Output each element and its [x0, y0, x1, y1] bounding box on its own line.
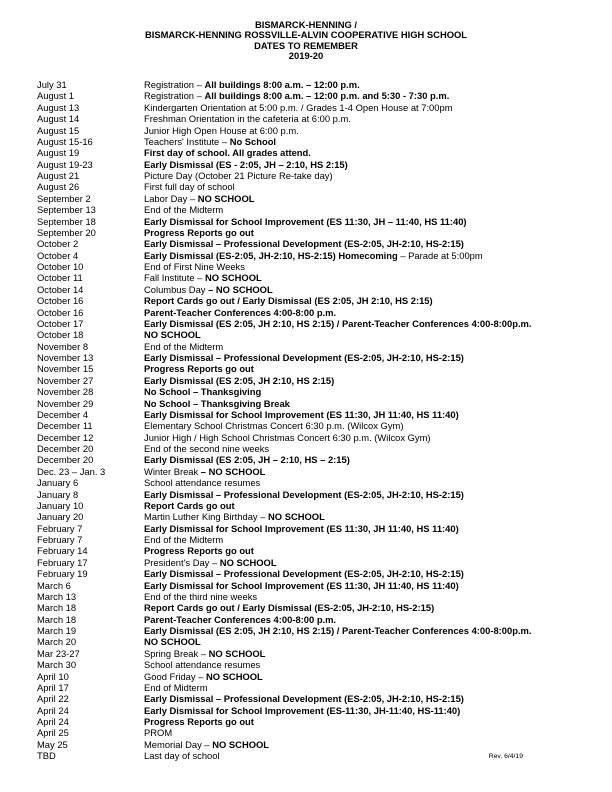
row-event — [144, 284, 273, 295]
event-text-bold: All buildings 8:00 a.m. – 12:00 p.m. and 5:30 - 7:30 p.m. — [204, 90, 450, 102]
row-date: December 20 — [37, 454, 94, 466]
row-event — [144, 432, 431, 443]
event-text-bold: NO SCHOOL — [268, 511, 325, 523]
date-row — [37, 614, 577, 625]
row-event — [144, 261, 245, 272]
row-event — [144, 295, 433, 306]
date-row — [37, 284, 577, 295]
row-event — [144, 705, 460, 716]
date-row — [37, 386, 577, 397]
row-event — [144, 341, 223, 352]
row-date: April 17 — [37, 681, 69, 693]
date-row — [37, 329, 577, 340]
date-row — [37, 557, 577, 568]
date-row — [37, 648, 577, 659]
date-row — [37, 432, 577, 443]
event-text: End of the Midterm — [144, 204, 224, 216]
event-text-bold: No School — [229, 135, 277, 147]
event-text: Winter Break — [144, 465, 201, 477]
event-text: End of the Midterm — [144, 534, 224, 545]
event-text-bold: Early Dismissal for School Improvement (ES 11:30, JH 11:40, HS 11:40) — [144, 579, 459, 591]
event-text-bold: Early Dismissal – Professional Development (ES-2:05, JH-2:10, HS-2:15) — [144, 488, 464, 500]
row-event — [144, 90, 449, 101]
row-date: August 14 — [37, 113, 80, 125]
row-date: November 15 — [37, 363, 94, 375]
date-row — [37, 705, 577, 716]
row-event — [144, 352, 464, 363]
row-date: November 28 — [37, 386, 94, 398]
row-date: August 15-16 — [37, 135, 93, 147]
event-text: Good Friday – — [144, 670, 207, 682]
event-text: Labor Day – — [144, 192, 198, 204]
row-date: August 19 — [37, 147, 80, 159]
row-date: April 24 — [37, 704, 69, 716]
row-event — [144, 409, 459, 420]
row-date: August 15 — [37, 124, 80, 136]
event-text: Spring Break – — [144, 647, 209, 659]
event-text-bold: First day of school. All grades attend. — [144, 147, 311, 159]
row-date: December 11 — [37, 420, 93, 432]
row-event — [144, 193, 254, 204]
row-event — [144, 716, 254, 727]
row-date: January 20 — [37, 511, 84, 523]
revision-note: Rev. 6/4/19 — [488, 753, 523, 761]
row-date: September 2 — [37, 192, 91, 204]
row-date: September 18 — [37, 215, 96, 227]
row-event — [144, 159, 348, 170]
event-text: Martin Luther King Birthday – — [144, 511, 269, 523]
row-event — [144, 147, 311, 158]
row-event — [144, 79, 360, 90]
row-date: February 7 — [37, 522, 83, 534]
row-event — [144, 386, 261, 397]
row-event — [144, 238, 464, 249]
title-line-3: DATES TO REMEMBER — [254, 39, 358, 51]
event-text: Fall Institute – — [144, 272, 205, 284]
date-row — [37, 409, 577, 420]
event-text: Junior High Open House at 6:00 p.m. — [144, 124, 299, 136]
row-event — [144, 511, 325, 522]
event-text: Junior High / High School Christmas Concert 6:30 p.m. (Wilcox Gym) — [144, 431, 431, 443]
row-date: October 16 — [37, 306, 84, 318]
event-text-bold: NO SCHOOL — [219, 556, 277, 568]
event-text-bold: NO SCHOOL — [197, 192, 255, 204]
row-date: April 22 — [37, 693, 69, 705]
event-text-bold: Early Dismissal for School Improvement (ES 11:30, JH 11:40, HS 11:40) — [144, 408, 459, 420]
row-event — [144, 363, 254, 374]
date-row — [37, 238, 577, 249]
date-row — [37, 682, 577, 693]
date-row — [37, 250, 577, 261]
date-row — [37, 136, 577, 147]
row-event — [144, 420, 403, 431]
row-event — [144, 671, 263, 682]
row-event — [144, 602, 434, 613]
event-text: End of the second nine weeks — [144, 443, 270, 454]
row-event — [144, 557, 277, 568]
event-text: End of Midterm — [144, 681, 208, 693]
date-row — [37, 602, 577, 613]
row-date: October 18 — [37, 329, 84, 341]
row-date: April 24 — [37, 716, 69, 727]
event-text-bold: Early Dismissal (ES 2:05, JH 2:10, HS 2:15) / Parent-Teacher Conferences 4:00-8:00p.m. — [144, 317, 532, 329]
row-date: February 14 — [37, 545, 88, 557]
row-event — [144, 204, 223, 215]
row-event — [144, 500, 235, 511]
row-date: September 13 — [37, 204, 96, 216]
row-event — [144, 682, 208, 693]
row-date: November 8 — [37, 340, 89, 352]
event-text-bold: Progress Reports go out — [144, 363, 254, 375]
date-row — [37, 636, 577, 647]
row-event — [144, 272, 262, 283]
row-date: January 10 — [37, 499, 84, 511]
event-text-bold: Early Dismissal for School Improvement (ES 11:30, JH – 11:40, HS 11:40) — [144, 215, 467, 227]
event-text: School attendance resumes — [144, 659, 261, 671]
event-text-bold: All buildings 8:00 a.m. – 12:00 p.m. — [204, 79, 360, 90]
event-text: PROM — [144, 727, 173, 739]
date-row — [37, 625, 577, 636]
row-event — [144, 307, 336, 318]
date-row — [37, 125, 577, 136]
date-row — [37, 420, 577, 431]
event-text-bold: Report Cards go out / Early Dismissal (ES 2:05, JH 2:10, HS 2:15) — [144, 295, 433, 307]
row-date: October 10 — [37, 261, 84, 272]
row-event — [144, 591, 257, 602]
event-text: End of the third nine weeks — [144, 590, 258, 602]
title-line-1: BISMARCK-HENNING / — [254, 19, 358, 30]
date-row — [37, 295, 577, 306]
row-event — [144, 136, 276, 147]
row-event — [144, 545, 254, 556]
row-event — [144, 648, 265, 659]
event-text: School attendance resumes — [144, 477, 261, 489]
event-text: End of the Midterm — [144, 340, 224, 352]
row-event — [144, 568, 464, 579]
row-event — [144, 739, 269, 750]
event-text-bold: Parent-Teacher Conferences 4:00-8:00 p.m. — [144, 306, 337, 318]
row-event — [144, 216, 467, 227]
event-text-bold: Early Dismissal – Professional Development (ES-2:05, JH-2:10, HS-2:15) — [144, 568, 464, 580]
row-date: October 16 — [37, 295, 84, 307]
event-text: President's Day – — [144, 556, 220, 568]
row-date: January 8 — [37, 488, 79, 500]
date-row — [37, 318, 577, 329]
date-row — [37, 739, 577, 750]
event-text-bold: Progress Reports go out — [144, 716, 254, 727]
date-row — [37, 272, 577, 283]
row-event — [144, 636, 201, 647]
event-text: Registration – — [144, 90, 205, 102]
row-date: March 18 — [37, 613, 77, 625]
date-row — [37, 534, 577, 545]
event-text-bold: Report Cards go out — [144, 499, 235, 511]
row-date: November 27 — [37, 374, 94, 386]
date-row — [37, 307, 577, 318]
row-date: February 19 — [37, 568, 88, 580]
date-row — [37, 591, 577, 602]
row-date: October 11 — [37, 272, 83, 284]
event-text-bold: Early Dismissal (ES - 2:05, JH – 2:10, HS 2:15) — [144, 158, 348, 170]
row-event — [144, 750, 220, 761]
row-date: December 4 — [37, 408, 89, 420]
row-date: July 31 — [37, 79, 67, 90]
row-event — [144, 170, 333, 181]
event-text: Picture Day (October 21 Picture Re-take day) — [144, 170, 333, 181]
row-event — [144, 113, 351, 124]
date-row — [37, 568, 577, 579]
event-text-bold: Early Dismissal – Professional Development (ES-2:05, JH-2:10, HS-2:15) — [144, 693, 464, 705]
event-text-bold: No School – Thanksgiving Break — [144, 397, 290, 409]
event-text: Freshman Orientation in the cafeteria at 6:00 p.m. — [144, 113, 351, 125]
row-event — [144, 318, 532, 329]
date-row — [37, 193, 577, 204]
date-row — [37, 261, 577, 272]
row-date: Mar 23-27 — [37, 647, 80, 659]
row-event — [144, 614, 336, 625]
date-row — [37, 147, 577, 158]
row-event — [144, 125, 299, 136]
row-event — [144, 727, 172, 738]
date-row — [37, 671, 577, 682]
row-date: May 25 — [37, 738, 68, 750]
event-text: Memorial Day – — [144, 738, 213, 750]
event-text-bold: Progress Reports go out — [144, 545, 254, 557]
row-event — [144, 693, 464, 704]
row-event — [144, 102, 453, 113]
row-date: March 30 — [37, 659, 77, 671]
row-date: August 21 — [37, 170, 80, 181]
date-row — [37, 489, 577, 500]
row-event — [144, 398, 290, 409]
event-text-bold: NO SCHOOL — [212, 738, 270, 750]
document-header — [0, 20, 612, 62]
row-event — [144, 523, 459, 534]
date-row — [37, 216, 577, 227]
date-row — [37, 523, 577, 534]
date-row — [37, 693, 577, 704]
date-row — [37, 181, 577, 192]
row-event — [144, 659, 260, 670]
date-row — [37, 727, 577, 738]
row-event — [144, 580, 459, 591]
row-event — [144, 375, 334, 386]
date-row — [37, 90, 577, 101]
date-row — [37, 511, 577, 522]
row-date: December 20 — [37, 443, 94, 454]
row-date: April 25 — [37, 727, 69, 739]
event-text-bold: NO SCHOOL — [144, 329, 201, 341]
event-text: First full day of school — [144, 181, 235, 193]
row-date: March 20 — [37, 636, 77, 648]
date-row — [37, 500, 577, 511]
row-date: Dec. 23 – Jan. 3 — [37, 465, 106, 477]
event-text: Elementary School Christmas Concert 6:30 p.m. (Wilcox Gym) — [144, 420, 404, 432]
row-event — [144, 489, 464, 500]
date-row — [37, 477, 577, 488]
row-date: October 4 — [37, 249, 79, 261]
row-date: October 2 — [37, 238, 79, 250]
date-row — [37, 443, 577, 454]
row-date: October 17 — [37, 317, 84, 329]
event-text-bold: Early Dismissal for School Improvement (ES-11:30, JH-11:40, HS-11:40) — [144, 704, 461, 716]
row-event — [144, 466, 265, 477]
row-event — [144, 181, 235, 192]
event-text: Teachers' Institute – — [144, 135, 230, 147]
event-text: – Parade at 5:00pm — [397, 249, 483, 261]
event-text-bold: Early Dismissal (ES 2:05, JH – 2:10, HS – 2:15) — [144, 454, 350, 466]
event-text-bold: Parent-Teacher Conferences 4:00-8:00 p.m. — [144, 613, 337, 625]
event-text: Registration – — [144, 79, 205, 90]
row-event — [144, 477, 260, 488]
event-text: Kindergarten Orientation at 5:00 p.m. / Grades 1-4 Open House at 7:00pm — [144, 101, 453, 113]
date-row — [37, 659, 577, 670]
event-text-bold: NO SCHOOL — [208, 647, 266, 659]
row-event — [144, 227, 254, 238]
date-row — [37, 113, 577, 124]
row-date: TBD — [37, 750, 56, 762]
date-row — [37, 454, 577, 465]
event-text-bold: Progress Reports go out — [144, 226, 254, 238]
row-date: March 6 — [37, 579, 71, 591]
row-event — [144, 443, 269, 454]
row-event — [144, 250, 483, 261]
row-date: March 13 — [37, 590, 77, 602]
event-text-bold: Early Dismissal (ES 2:05, JH 2:10, HS 2:15) / Parent-Teacher Conferences 4:00-8:00p.m. — [144, 625, 532, 636]
row-date: February 17 — [37, 556, 88, 568]
date-row — [37, 204, 577, 215]
row-event — [144, 625, 532, 636]
row-date: January 6 — [37, 477, 79, 489]
date-row — [37, 363, 577, 374]
row-event — [144, 454, 350, 465]
event-text-bold: Early Dismissal (ES-2:05, JH-2:10, HS-2:15) Homecoming — [144, 249, 398, 261]
row-date: October 14 — [37, 283, 84, 295]
event-text: Columbus Day — [144, 283, 209, 295]
event-text-bold: NO SCHOOL — [204, 272, 262, 284]
event-text: Last day of school — [144, 750, 220, 762]
event-text-bold: NO SCHOOL — [144, 636, 201, 648]
row-event — [144, 534, 223, 545]
date-row — [37, 227, 577, 238]
dates-list — [37, 79, 577, 762]
event-text-bold: No School – Thanksgiving — [144, 386, 262, 398]
date-row — [37, 79, 577, 90]
date-row — [37, 466, 577, 477]
row-date: November 29 — [37, 397, 94, 409]
date-row — [37, 750, 577, 761]
row-date: August 19-23 — [37, 158, 93, 170]
row-date: August 26 — [37, 181, 80, 193]
date-row — [37, 716, 577, 727]
date-row — [37, 159, 577, 170]
row-date: November 13 — [37, 352, 94, 363]
event-text-bold: Report Cards go out / Early Dismissal (ES-2:05, JH-2:10, HS-2:15) — [144, 602, 435, 614]
date-row — [37, 341, 577, 352]
date-row — [37, 545, 577, 556]
row-date: April 10 — [37, 670, 69, 682]
row-event — [144, 329, 201, 340]
event-text-bold: Early Dismissal (ES 2:05, JH 2:10, HS 2:15) — [144, 374, 335, 386]
school-year: 2019-20 — [288, 50, 324, 62]
event-text-bold: Early Dismissal – Professional Development (ES-2:05, JH-2:10, HS-2:15) — [144, 238, 464, 250]
event-text: End of First Nine Weeks — [144, 261, 245, 272]
event-text-bold: Early Dismissal – Professional Development (ES-2:05, JH-2:10, HS-2:15) — [144, 352, 464, 363]
row-date: August 13 — [37, 101, 80, 113]
row-date: December 12 — [37, 431, 94, 443]
date-row — [37, 102, 577, 113]
row-date: March 18 — [37, 602, 77, 614]
row-date: March 19 — [37, 625, 77, 636]
row-date: August 1 — [37, 90, 75, 102]
title-line-2: BISMARCK-HENNING ROSSVILLE-ALVIN COOPERATIVE HIGH SCHOOL — [144, 29, 468, 41]
event-text-bold: Early Dismissal for School Improvement (ES 11:30, JH 11:40, HS 11:40) — [144, 522, 459, 534]
event-text-bold: – NO SCHOOL — [208, 283, 273, 295]
event-text-bold: NO SCHOOL — [206, 670, 263, 682]
event-text-bold: – NO SCHOOL — [200, 465, 266, 477]
row-date: February 7 — [37, 534, 83, 545]
date-row — [37, 375, 577, 386]
date-row — [37, 580, 577, 591]
date-row — [37, 170, 577, 181]
row-date: September 20 — [37, 226, 96, 238]
date-row — [37, 398, 577, 409]
date-row — [37, 352, 577, 363]
